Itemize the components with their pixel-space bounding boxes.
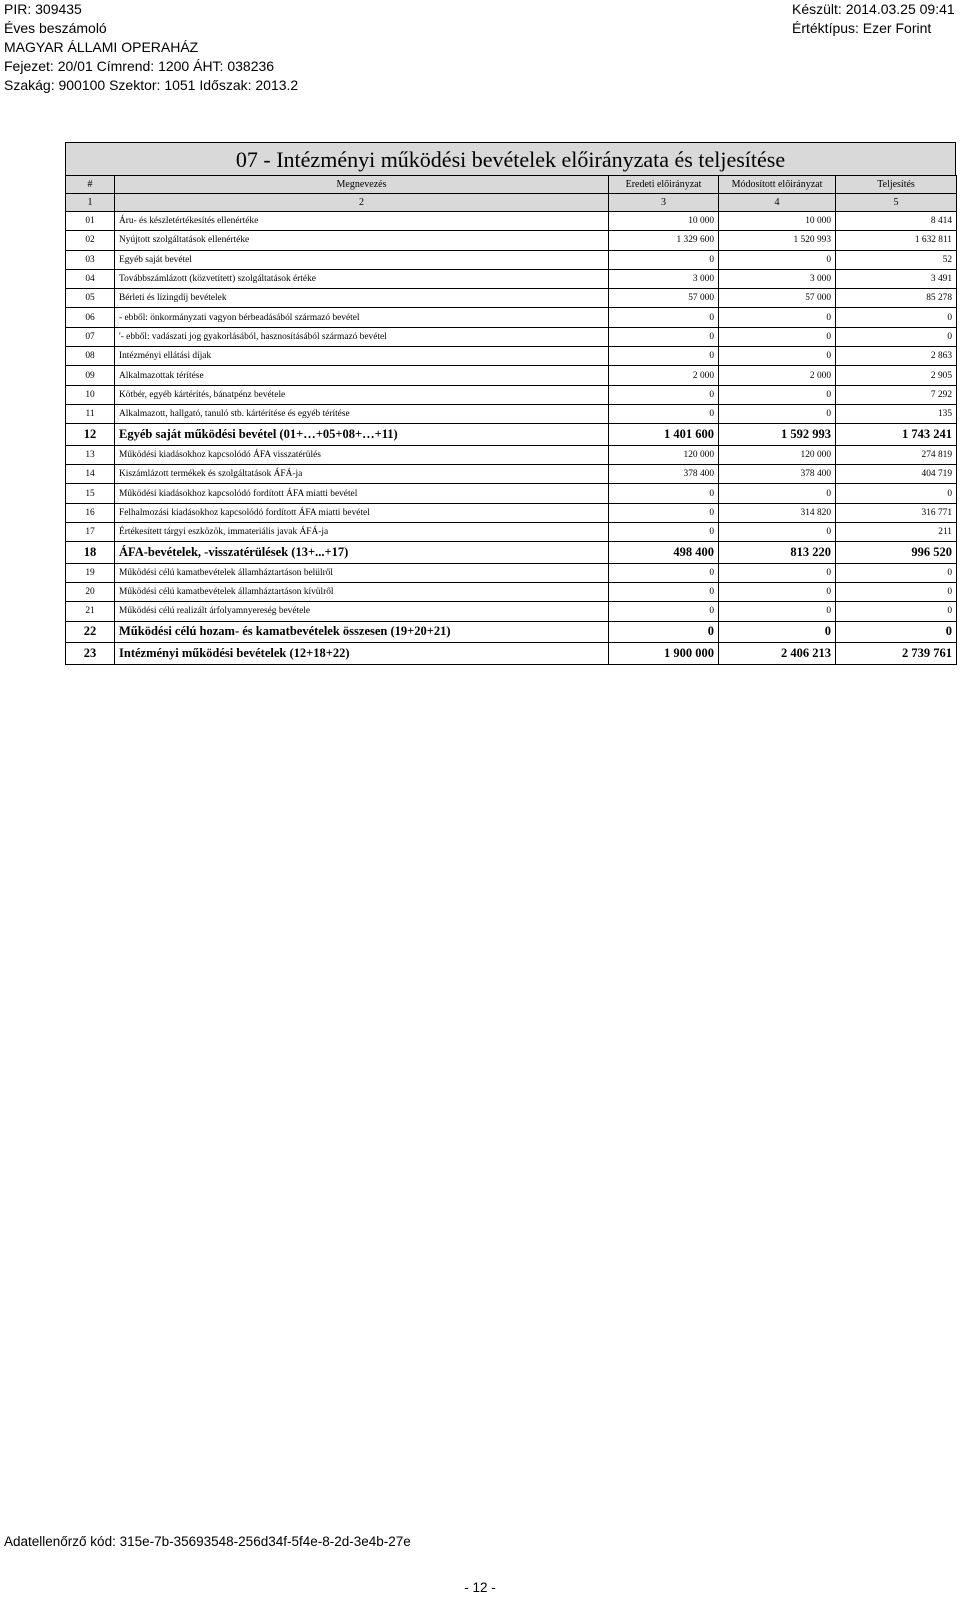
row-name: Egyéb saját működési bevétel (01+…+05+08+…+11) bbox=[115, 424, 609, 446]
row-name: Intézményi ellátási díjak bbox=[115, 347, 609, 366]
header-created: Készült: 2014.03.25 09:41 bbox=[792, 1, 955, 17]
table-row bbox=[66, 445, 957, 464]
row-original-value: 1 401 600 bbox=[609, 424, 719, 446]
row-modified-value: 10 000 bbox=[719, 212, 836, 231]
row-number: 09 bbox=[66, 366, 115, 385]
row-modified-value: 1 520 993 bbox=[719, 231, 836, 250]
column-header-original: Eredeti előirányzat bbox=[609, 176, 719, 194]
table-row bbox=[66, 503, 957, 522]
row-original-value: 0 bbox=[609, 347, 719, 366]
column-header-modified: Módosított előirányzat bbox=[719, 176, 836, 194]
row-fulfilled-value: 0 bbox=[836, 563, 957, 582]
row-name: Működési célú hozam- és kamatbevételek összesen (19+20+21) bbox=[115, 621, 609, 643]
table-row bbox=[66, 308, 957, 327]
row-fulfilled-value: 0 bbox=[836, 327, 957, 346]
column-header-name: Megnevezés bbox=[115, 176, 609, 194]
row-name: Működési kiadásokhoz kapcsolódó fordított ÁFA miatti bevétel bbox=[115, 484, 609, 503]
column-number-row bbox=[66, 194, 957, 212]
row-number: 23 bbox=[66, 643, 115, 665]
table-row bbox=[66, 621, 957, 643]
column-number-3: 3 bbox=[609, 194, 719, 212]
row-name: Alkalmazott, hallgató, tanuló stb. kártérítése és egyéb térítése bbox=[115, 404, 609, 423]
row-modified-value: 0 bbox=[719, 404, 836, 423]
row-modified-value: 1 592 993 bbox=[719, 424, 836, 446]
row-fulfilled-value: 211 bbox=[836, 522, 957, 541]
column-number-1: 1 bbox=[66, 194, 115, 212]
row-number: 17 bbox=[66, 522, 115, 541]
row-fulfilled-value: 1 632 811 bbox=[836, 231, 957, 250]
row-name: Áru- és készletértékesítés ellenértéke bbox=[115, 212, 609, 231]
row-fulfilled-value: 135 bbox=[836, 404, 957, 423]
row-modified-value: 0 bbox=[719, 347, 836, 366]
table-row bbox=[66, 289, 957, 308]
table-row bbox=[66, 563, 957, 582]
row-number: 13 bbox=[66, 445, 115, 464]
row-fulfilled-value: 85 278 bbox=[836, 289, 957, 308]
row-original-value: 0 bbox=[609, 583, 719, 602]
row-number: 07 bbox=[66, 327, 115, 346]
row-modified-value: 0 bbox=[719, 583, 836, 602]
table-title: 07 - Intézményi működési bevételek előirányzata és teljesítése bbox=[65, 142, 956, 175]
row-name: Bérleti és lízingdíj bevételek bbox=[115, 289, 609, 308]
row-number: 15 bbox=[66, 484, 115, 503]
row-original-value: 0 bbox=[609, 503, 719, 522]
row-name: Egyéb saját bevétel bbox=[115, 250, 609, 269]
row-number: 06 bbox=[66, 308, 115, 327]
row-modified-value: 0 bbox=[719, 308, 836, 327]
header-sector: Szakág: 900100 Szektor: 1051 Időszak: 2013.2 bbox=[4, 77, 299, 93]
table-row bbox=[66, 347, 957, 366]
row-name: Nyújtott szolgáltatások ellenértéke bbox=[115, 231, 609, 250]
row-original-value: 1 329 600 bbox=[609, 231, 719, 250]
row-name: Működési kiadásokhoz kapcsolódó ÁFA visszatérülés bbox=[115, 445, 609, 464]
row-fulfilled-value: 3 491 bbox=[836, 269, 957, 288]
row-name: Intézményi működési bevételek (12+18+22) bbox=[115, 643, 609, 665]
row-modified-value: 813 220 bbox=[719, 542, 836, 564]
table-row bbox=[66, 465, 957, 484]
row-name: Értékesített tárgyi eszközök, immateriális javak ÁFÁ-ja bbox=[115, 522, 609, 541]
table-row bbox=[66, 424, 957, 446]
header-pir: PIR: 309435 bbox=[4, 1, 82, 17]
row-fulfilled-value: 404 719 bbox=[836, 465, 957, 484]
row-original-value: 0 bbox=[609, 484, 719, 503]
row-original-value: 57 000 bbox=[609, 289, 719, 308]
header-chapter: Fejezet: 20/01 Címrend: 1200 ÁHT: 038236 bbox=[4, 58, 275, 74]
row-modified-value: 0 bbox=[719, 621, 836, 643]
row-modified-value: 2 000 bbox=[719, 366, 836, 385]
row-name: Működési célú kamatbevételek államháztartáson kívülről bbox=[115, 583, 609, 602]
row-number: 11 bbox=[66, 404, 115, 423]
row-number: 05 bbox=[66, 289, 115, 308]
header-left bbox=[4, 0, 298, 95]
table-row bbox=[66, 250, 957, 269]
report-table bbox=[65, 175, 957, 665]
row-fulfilled-value: 0 bbox=[836, 621, 957, 643]
row-number: 03 bbox=[66, 250, 115, 269]
row-original-value: 0 bbox=[609, 602, 719, 621]
row-original-value: 0 bbox=[609, 563, 719, 582]
header-right bbox=[792, 0, 955, 38]
row-modified-value: 3 000 bbox=[719, 269, 836, 288]
column-header-num: # bbox=[66, 176, 115, 194]
table-row bbox=[66, 643, 957, 665]
row-original-value: 0 bbox=[609, 522, 719, 541]
table-row bbox=[66, 269, 957, 288]
row-name: Kiszámlázott termékek és szolgáltatások ÁFÁ-ja bbox=[115, 465, 609, 484]
row-original-value: 10 000 bbox=[609, 212, 719, 231]
row-name: Működési célú realizált árfolyamnyereség bevétele bbox=[115, 602, 609, 621]
table-row bbox=[66, 602, 957, 621]
row-name: Továbbszámlázott (közvetített) szolgáltatások értéke bbox=[115, 269, 609, 288]
table-row bbox=[66, 385, 957, 404]
row-original-value: 0 bbox=[609, 404, 719, 423]
row-fulfilled-value: 52 bbox=[836, 250, 957, 269]
row-fulfilled-value: 2 905 bbox=[836, 366, 957, 385]
column-header-row bbox=[66, 176, 957, 194]
row-number: 04 bbox=[66, 269, 115, 288]
row-name: '- ebből: vadászati jog gyakorlásából, hasznosításából származó bevétel bbox=[115, 327, 609, 346]
validation-code: Adatellenőrző kód: 315e-7b-35693548-256d34f-5f4e-8-2d-3e4b-27e bbox=[4, 1534, 411, 1549]
row-original-value: 0 bbox=[609, 385, 719, 404]
column-number-4: 4 bbox=[719, 194, 836, 212]
row-original-value: 0 bbox=[609, 308, 719, 327]
row-number: 16 bbox=[66, 503, 115, 522]
row-original-value: 2 000 bbox=[609, 366, 719, 385]
row-number: 02 bbox=[66, 231, 115, 250]
row-fulfilled-value: 274 819 bbox=[836, 445, 957, 464]
row-name: Működési célú kamatbevételek államháztartáson belülről bbox=[115, 563, 609, 582]
row-original-value: 1 900 000 bbox=[609, 643, 719, 665]
page-number: - 12 - bbox=[464, 1580, 496, 1595]
column-header-fulfilled: Teljesítés bbox=[836, 176, 957, 194]
row-original-value: 498 400 bbox=[609, 542, 719, 564]
row-name: ÁFA-bevételek, -visszatérülések (13+...+17) bbox=[115, 542, 609, 564]
row-modified-value: 378 400 bbox=[719, 465, 836, 484]
table-row bbox=[66, 484, 957, 503]
row-modified-value: 0 bbox=[719, 250, 836, 269]
table-row bbox=[66, 212, 957, 231]
row-number: 20 bbox=[66, 583, 115, 602]
row-number: 19 bbox=[66, 563, 115, 582]
table-row bbox=[66, 231, 957, 250]
row-fulfilled-value: 2 863 bbox=[836, 347, 957, 366]
row-number: 18 bbox=[66, 542, 115, 564]
row-fulfilled-value: 7 292 bbox=[836, 385, 957, 404]
row-original-value: 0 bbox=[609, 621, 719, 643]
row-number: 22 bbox=[66, 621, 115, 643]
row-modified-value: 2 406 213 bbox=[719, 643, 836, 665]
row-name: - ebből: önkormányzati vagyon bérbeadásából származó bevétel bbox=[115, 308, 609, 327]
column-number-5: 5 bbox=[836, 194, 957, 212]
row-fulfilled-value: 996 520 bbox=[836, 542, 957, 564]
table-row bbox=[66, 583, 957, 602]
table-row bbox=[66, 404, 957, 423]
row-original-value: 120 000 bbox=[609, 445, 719, 464]
row-modified-value: 0 bbox=[719, 522, 836, 541]
row-number: 10 bbox=[66, 385, 115, 404]
row-original-value: 378 400 bbox=[609, 465, 719, 484]
row-modified-value: 0 bbox=[719, 602, 836, 621]
row-modified-value: 57 000 bbox=[719, 289, 836, 308]
report-table-wrapper bbox=[65, 142, 956, 665]
row-fulfilled-value: 0 bbox=[836, 583, 957, 602]
row-fulfilled-value: 0 bbox=[836, 484, 957, 503]
row-name: Kötbér, egyéb kártérítés, bánatpénz bevétele bbox=[115, 385, 609, 404]
header-institution: MAGYAR ÁLLAMI OPERAHÁZ bbox=[4, 39, 199, 55]
row-fulfilled-value: 316 771 bbox=[836, 503, 957, 522]
row-fulfilled-value: 1 743 241 bbox=[836, 424, 957, 446]
row-modified-value: 0 bbox=[719, 484, 836, 503]
row-modified-value: 120 000 bbox=[719, 445, 836, 464]
header-value-type: Értéktípus: Ezer Forint bbox=[792, 20, 932, 36]
row-number: 08 bbox=[66, 347, 115, 366]
row-modified-value: 0 bbox=[719, 385, 836, 404]
row-original-value: 3 000 bbox=[609, 269, 719, 288]
row-fulfilled-value: 0 bbox=[836, 308, 957, 327]
row-fulfilled-value: 8 414 bbox=[836, 212, 957, 231]
row-number: 01 bbox=[66, 212, 115, 231]
row-modified-value: 314 820 bbox=[719, 503, 836, 522]
column-number-2: 2 bbox=[115, 194, 609, 212]
row-name: Alkalmazottak térítése bbox=[115, 366, 609, 385]
row-modified-value: 0 bbox=[719, 563, 836, 582]
row-number: 12 bbox=[66, 424, 115, 446]
row-number: 21 bbox=[66, 602, 115, 621]
table-row bbox=[66, 522, 957, 541]
row-original-value: 0 bbox=[609, 327, 719, 346]
table-row bbox=[66, 327, 957, 346]
table-row bbox=[66, 542, 957, 564]
row-name: Felhalmozási kiadásokhoz kapcsolódó fordított ÁFA miatti bevétel bbox=[115, 503, 609, 522]
row-modified-value: 0 bbox=[719, 327, 836, 346]
row-number: 14 bbox=[66, 465, 115, 484]
row-fulfilled-value: 2 739 761 bbox=[836, 643, 957, 665]
row-original-value: 0 bbox=[609, 250, 719, 269]
header-report-type: Éves beszámoló bbox=[4, 20, 107, 36]
table-row bbox=[66, 366, 957, 385]
row-fulfilled-value: 0 bbox=[836, 602, 957, 621]
